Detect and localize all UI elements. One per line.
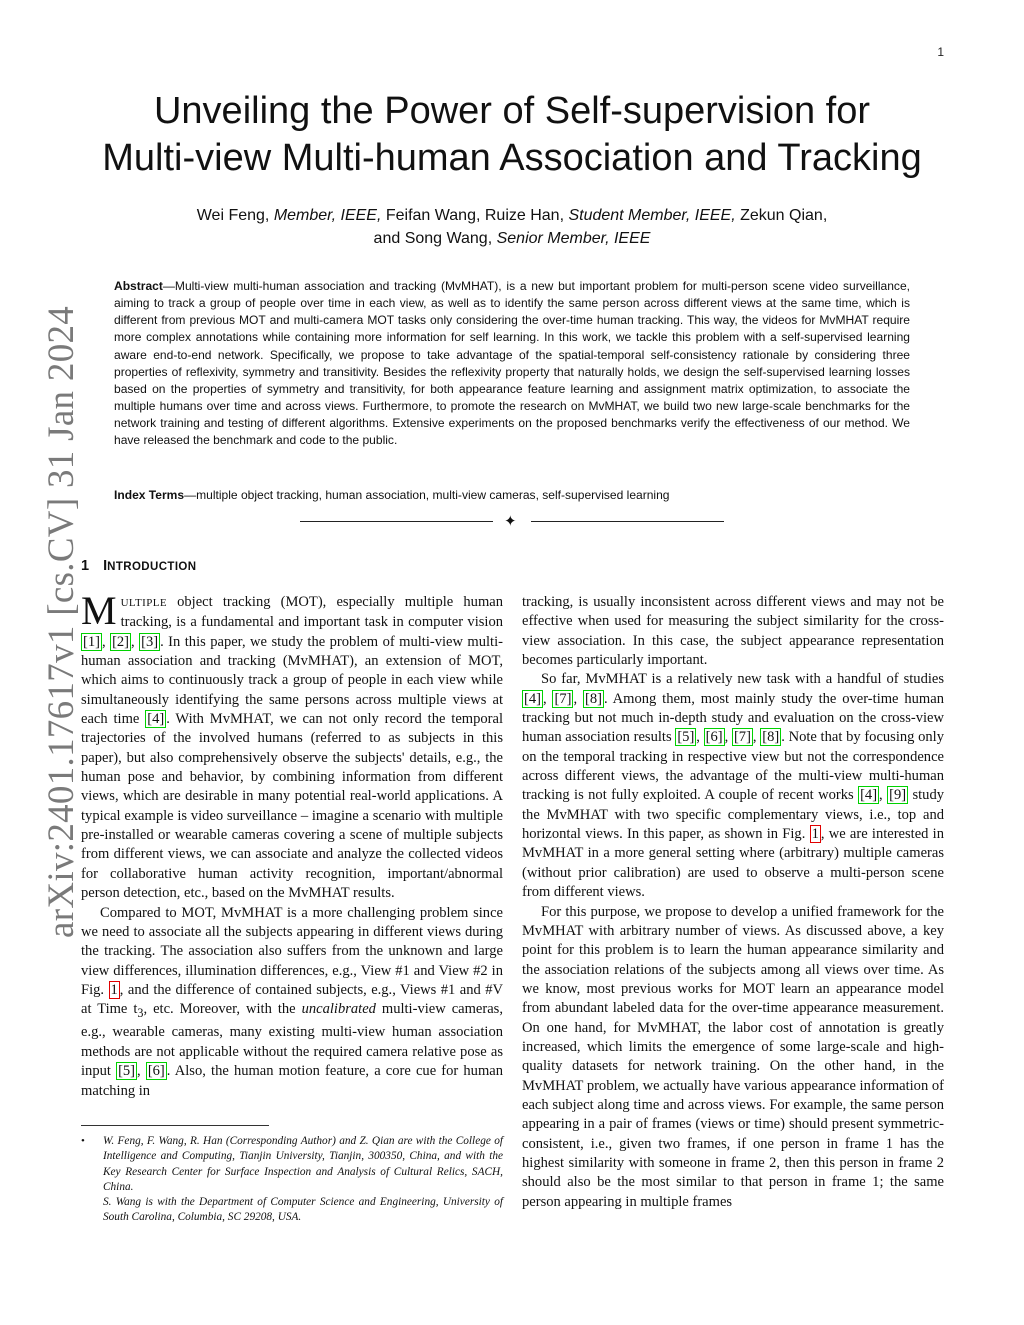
author-list [100, 204, 924, 250]
divider-star-icon: ✦ [504, 512, 517, 530]
index-terms-label: Index Terms [114, 488, 185, 502]
paper-title [60, 88, 964, 182]
citation-link[interactable]: [6] [147, 1063, 165, 1080]
left-column [81, 588, 503, 1101]
citation-link[interactable]: [3] [141, 633, 159, 650]
abstract [114, 278, 910, 450]
title-line-2: Multi-view Multi-human Association and Tracking [102, 137, 922, 179]
citation-link[interactable]: [9] [889, 787, 907, 804]
right-column [522, 593, 944, 1212]
citation-link[interactable]: [6] [705, 729, 723, 746]
divider-line-left [300, 521, 493, 522]
section-divider [300, 514, 724, 530]
citation-link[interactable]: [1] [83, 633, 100, 650]
intro-paragraph-3: tracking, is usually inconsistent across different views and may not be effective when used for measuring the subject similarity for the cross-view association. In this case, the subject appearance representation becomes particularly important. [522, 594, 944, 669]
abstract-text: —Multi-view multi-human association and tracking (MvMHAT), is a new but important problem for multi-person scene video surveillance, aiming to track a group of people over time in each view, as well as to identify the same person across different views at the same time, which is different from previous MOT and multi-camera MOT tasks only considering the over-time human tracking. This way, the videos for MvMHAT require more complex annotations while containing more information for self learning. In this work, we tackle this problem with a self-supervised learning aware end-to-end network. Specifically, we propose to take advantage of the spatial-temporal self-consistency rationale by considering three properties of reflexivity, symmetry and transitivity. Besides the reflexivity property that naturally holds, we design the self-supervised learning losses based on the properties of symmetry and transitivity, for both appearance feature learning and assignment matrix optimization, to associate the multiple humans over time and across views. Furthermore, to promote the research on MvMHAT, we build two new large-scale benchmarks for the network training and testing of different algorithms. Extensive experiments on the proposed benchmarks verify the effectiveness of our method. We have released the benchmark and code to the public. [114, 279, 910, 448]
citation-link[interactable]: [8] [762, 729, 780, 746]
intro-paragraph-2: Compared to MOT, MvMHAT is a more challenging problem since we need to associate all the subjects appearing in different views during the tracking. The association also suffers from the unknown and large view differences, illumination differences, e.g., View #1 and View #2 in Fig. 1 , and the difference of contained subjects, e.g., Views #1 and #V at Time $t_3$, etc. Moreover, with the uncalibrated multi-view cameras, e.g., wearable cameras, many existing multi-view human association methods are not applicable without the required camera relative pose as input [5] , [6] . Also, the human motion feature, a core cue for human matching in [81, 904, 503, 1099]
arxiv-stamp: arXiv:2401.17617v1 [cs.CV] 31 Jan 2024 [41, 305, 82, 938]
intro-paragraph-4: So far, MvMHAT is a relatively new task with a handful of studies [4] , [7] , [8] . Among them, most mainly study the over-time human tracking but not much in-depth study and evaluation on the cross-view human association results [5] , [6] , [7] , [8] . Note that by focusing only on the temporal tracking in respective view but not the correspondence across different views, the advantage of the multi-view multi-human tracking is not fully exploited. A couple of recent works [4] , [9] study the MvMHAT with two specific complementary views, i.e., top and horizontal views. In this paper, as shown in Fig. 1 , we are interested in MvMHAT in a more general setting where (arbitrary) multiple cameras (without prior calibration) are used to observe a multi-person scene from different views. [522, 671, 944, 901]
section-first-letter: I [103, 558, 108, 574]
citation-link[interactable]: [7] [554, 690, 572, 707]
intro-paragraph-5: For this purpose, we propose to develop a unified framework for the MvMHAT with arbitrary number of views. As discussed above, a key point for this problem is to learn the human appearance similarity and the association relations of the subjects among all views over time. As we know, most previous works for MOT learn an appearance model from abundant labeled data for the over-time appearance measurement. On one hand, for MvMHAT, the labor cost of annotation is greatly increased, which limits the emergence of some large-scale and high-quality datasets for network training. On the other hand, in the MvMHAT problem, we actually have various appearance information of each subject along time and across views. For example, the same person appearing in a pair of frames (views or time) should present symmetric-consistent, i.e., given two frames, if one person in frame 1 has the highest similarity with someone in frame 2, then this person in frame 2 should also be the most similar to that person in frame 1; the same person appearing in multiple frames [522, 903, 944, 1210]
citation-link[interactable]: [4] [524, 690, 541, 707]
title-line-1: Unveiling the Power of Self-supervision for [153, 90, 870, 132]
citation-link[interactable]: [5] [677, 729, 695, 746]
citation-link[interactable]: [5] [118, 1063, 136, 1080]
authors-line-2: and Song Wang, Senior Member, IEEE [373, 230, 651, 247]
divider-line-right [531, 521, 724, 522]
footnote-bullet: • [81, 1135, 85, 1147]
section-number: 1 [81, 558, 90, 574]
abstract-label: Abstract [114, 279, 163, 293]
intro-paragraph-1: MULTIPLE object tracking (MOT), especially multiple human tracking, is a fundamental and important task in computer vision [1] , [2] , [3] . In this paper, we study the problem of multi-view multi-human association and tracking (MvMHAT), an extension of MOT, which aims to continuously track a group of people in each view while simultaneously identifying the same persons across multiple views at each time [4] . With MvMHAT, we can not only record the temporal trajectories of the involved humans (referred to as subjects in this paper), but also comprehensively observe the subjects' details, e.g., the human pose and behavior, by combining information from different views, which are desirable in many potential real-world applications. A typical example is video surveillance – imagine a scenario with multiple pre-installed or wearable cameras covering a scene of multiple subjects from different views, we can associate and analyze the collected videos for collaborative human activity recognition, important/abnormal person detection, etc., based on the MvMHAT results. [81, 588, 503, 902]
page-number: 1 [937, 45, 944, 59]
author-affiliation-footnote [81, 1134, 503, 1226]
authors-line-1: Wei Feng, Member, IEEE, Feifan Wang, Ruize Han, Student Member, IEEE, Zekun Qian, [196, 207, 828, 224]
index-terms [114, 487, 910, 504]
footnote-affiliation-1: W. Feng, F. Wang, R. Han (Corresponding Author) and Z. Qian are with the College of Intelligence and Computing, Tianjin University, Tianjin, 300350, China, and with the Key Research Center for Surface Inspection and Analysis of Cultural Relics, SACH, China. [103, 1135, 503, 1193]
index-terms-text: —multiple object tracking, human association, multi-view cameras, self-supervised learning [184, 488, 670, 502]
citation-link[interactable]: [4] [147, 711, 165, 728]
citation-link[interactable]: [8] [584, 690, 602, 707]
citation-link[interactable]: [2] [112, 633, 130, 650]
footnote-rule [81, 1125, 269, 1126]
figure-link[interactable]: 1 [110, 981, 118, 998]
figure-link[interactable]: 1 [811, 826, 819, 843]
drop-cap: M [81, 588, 117, 633]
footnote-affiliation-2: S. Wang is with the Department of Computer Science and Engineering, University of South Carolina, Columbia, SC 29208, USA. [103, 1196, 503, 1224]
section-title-rest: NTRODUCTION [107, 561, 197, 573]
citation-link[interactable]: [7] [733, 729, 751, 746]
section-heading [81, 558, 196, 574]
citation-link[interactable]: [4] [860, 787, 878, 804]
